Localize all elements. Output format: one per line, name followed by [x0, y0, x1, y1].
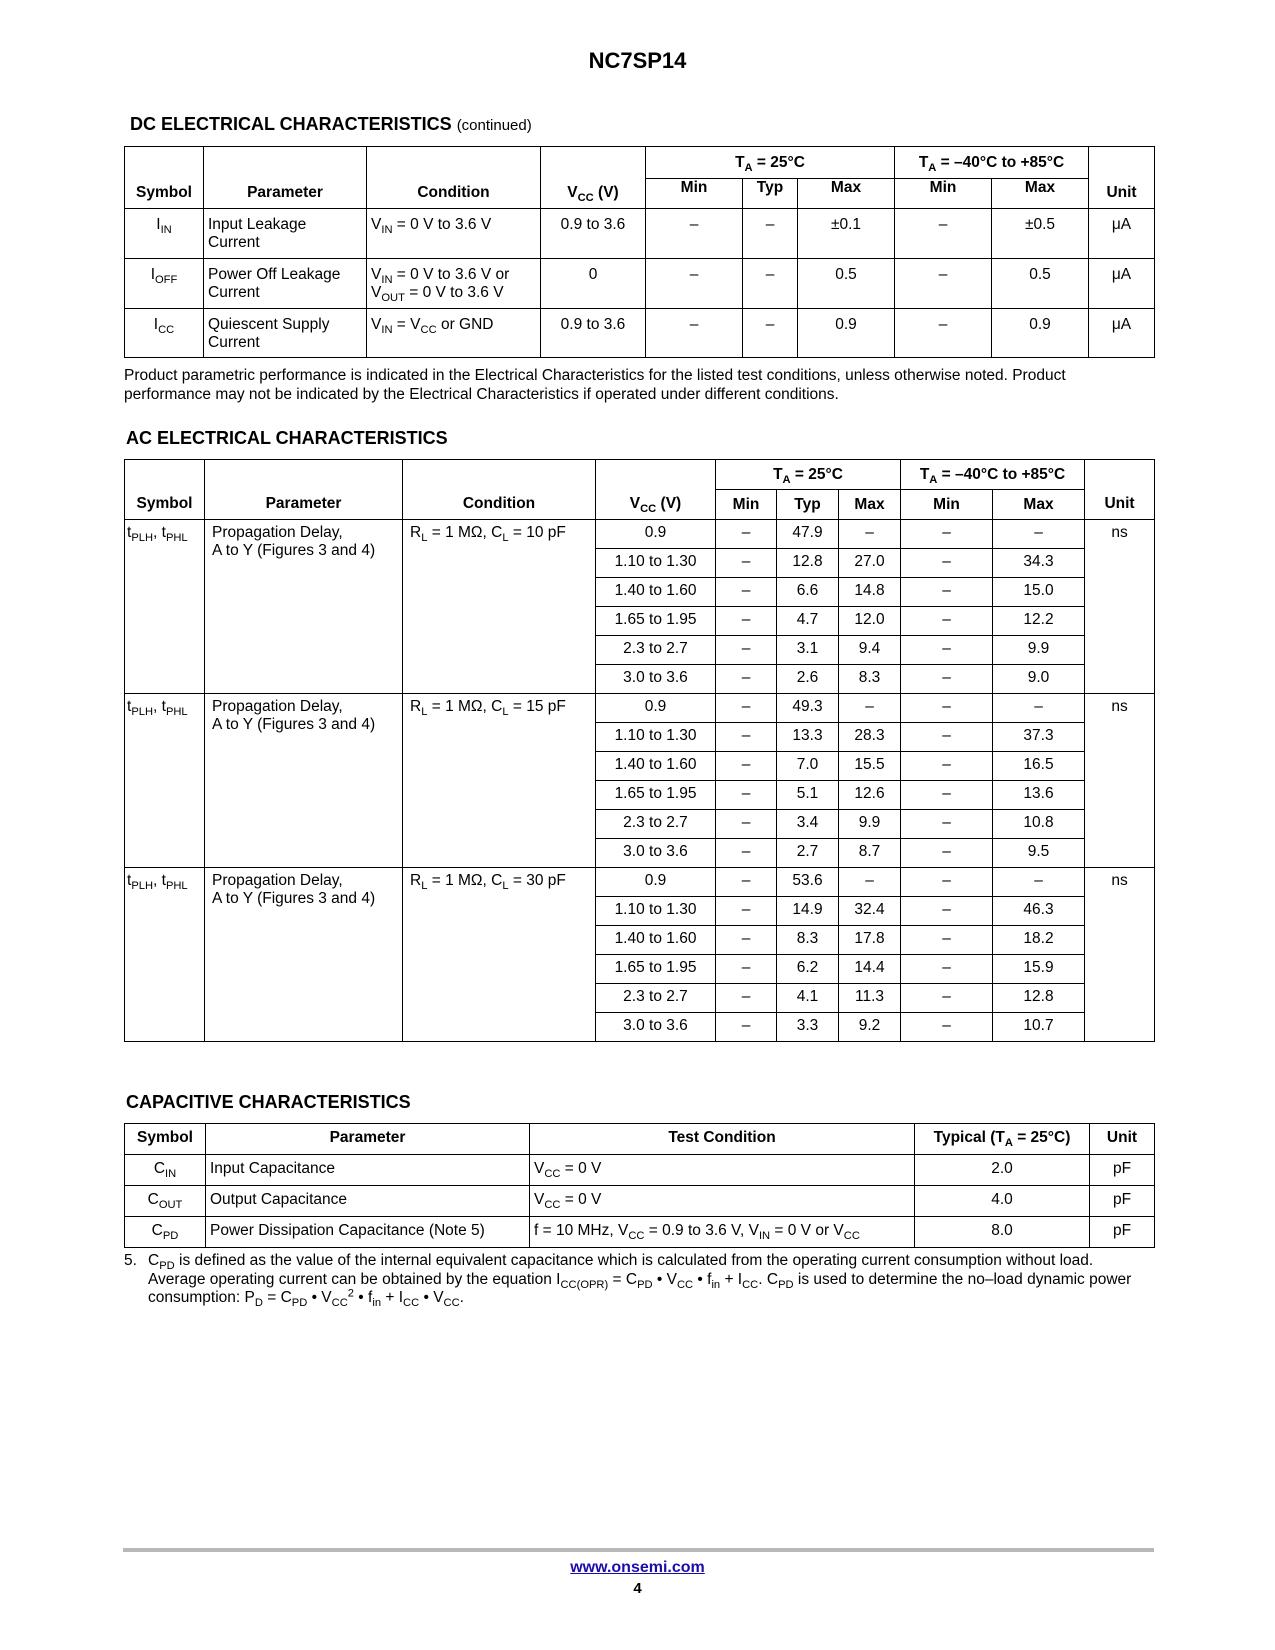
dc-header-symbol: Symbol — [125, 147, 204, 209]
vcc: 1.65 to 1.95 — [596, 607, 716, 636]
max2: 0.5 — [992, 259, 1089, 309]
vcc: 0 — [541, 259, 646, 309]
vcc: 3.0 to 3.6 — [596, 1013, 716, 1042]
dc-header-min: Min — [646, 179, 743, 209]
condition: $R_L = 1$ MΩ, $C_L = 15$ pF — [403, 694, 596, 868]
max2: 46.3 — [993, 897, 1085, 926]
dc-title-suffix: (continued) — [456, 117, 532, 134]
unit: pF — [1090, 1155, 1155, 1186]
unit: ns — [1085, 520, 1155, 694]
vcc: 1.10 to 1.30 — [596, 897, 716, 926]
min: – — [716, 752, 777, 781]
symbol: $I_{CC}$ — [125, 309, 204, 358]
onsemi-link[interactable]: www.onsemi.com — [570, 1559, 705, 1576]
ac-row — [125, 868, 1155, 897]
vcc: 1.65 to 1.95 — [596, 955, 716, 984]
typ: 4.1 — [777, 984, 839, 1013]
typ: – — [743, 209, 798, 259]
min2: – — [895, 209, 992, 259]
typ: 13.3 — [777, 723, 839, 752]
symbol: $t_{PLH}$, $t_{PHL}$ — [125, 868, 205, 1042]
symbol: $t_{PLH}$, $t_{PHL}$ — [125, 694, 205, 868]
dc-header-condition: Condition — [367, 147, 541, 209]
vcc: 2.3 to 2.7 — [596, 810, 716, 839]
cap-row-cin — [125, 1155, 1155, 1186]
unit: μA — [1089, 259, 1155, 309]
condition: $V_{IN} = 0$ V to 3.6 V or $V_{OUT} = 0$ V to 3.6 V — [367, 259, 541, 309]
condition: $R_L = 1$ MΩ, $C_L = 30$ pF — [403, 868, 596, 1042]
dc-header-min2: Min — [895, 179, 992, 209]
cap-header-test-condition: Test Condition — [530, 1124, 915, 1155]
max2: 34.3 — [993, 549, 1085, 578]
min2: – — [901, 781, 993, 810]
max: – — [839, 868, 901, 897]
min2: – — [901, 665, 993, 694]
max: 9.4 — [839, 636, 901, 665]
min2: – — [901, 897, 993, 926]
min: – — [716, 578, 777, 607]
min: – — [646, 209, 743, 259]
min2: – — [895, 259, 992, 309]
dc-row-ioff — [125, 259, 1155, 309]
vcc: 2.3 to 2.7 — [596, 636, 716, 665]
vcc: 2.3 to 2.7 — [596, 984, 716, 1013]
cap-header-unit: Unit — [1090, 1124, 1155, 1155]
parameter: Propagation Delay, A to Y (Figures 3 and 4) — [205, 694, 403, 868]
condition: $V_{IN} = V_{CC}$ or GND — [367, 309, 541, 358]
min: – — [716, 607, 777, 636]
max: 0.5 — [798, 259, 895, 309]
max2: 13.6 — [993, 781, 1085, 810]
cap-section-title: CAPACITIVE CHARACTERISTICS — [126, 1092, 411, 1112]
max2: 9.9 — [993, 636, 1085, 665]
ac-header-min2: Min — [901, 490, 993, 520]
cap-header-typical: Typical $(T_A = 25^\circ C)$ — [915, 1124, 1090, 1155]
max2: 15.0 — [993, 578, 1085, 607]
dc-header-parameter: Parameter — [204, 147, 367, 209]
vcc: 1.40 to 1.60 — [596, 752, 716, 781]
symbol: $I_{OFF}$ — [125, 259, 204, 309]
typ: 49.3 — [777, 694, 839, 723]
min2: – — [901, 955, 993, 984]
footnote-5: 5. $C_{PD}$ is defined as the value of the internal equivalent capacitance which is calculated from the operating current consumption without load. Average operating current can be obtained by the equation $I_{CC(OPR)} = C_{PD}$ • $V_{CC}$ • $f_{in} + I_{CC}$. $C_{PD}$ is used to determine the no–load dynamic power consumption: $P_D = C_{PD}$ • $V_{CC}^2$ • $f_{in} + I_{CC}$ • $V_{CC}$. — [124, 1252, 1132, 1309]
max2: – — [993, 520, 1085, 549]
dc-section-title — [130, 114, 532, 135]
vcc: 1.40 to 1.60 — [596, 926, 716, 955]
ac-header-typ: Typ — [777, 490, 839, 520]
max2: 37.3 — [993, 723, 1085, 752]
max: 9.2 — [839, 1013, 901, 1042]
ac-header-parameter: Parameter — [205, 460, 403, 520]
parameter: Propagation Delay, A to Y (Figures 3 and 4) — [205, 520, 403, 694]
dc-header-ta25: $T_A = 25^\circ C$ — [646, 147, 895, 179]
unit: μA — [1089, 309, 1155, 358]
cap-row-cpd — [125, 1217, 1155, 1248]
typ: 53.6 — [777, 868, 839, 897]
page-number: 4 — [633, 1580, 642, 1597]
min: – — [716, 984, 777, 1013]
condition: $V_{CC} = 0$ V — [530, 1186, 915, 1217]
max2: 12.2 — [993, 607, 1085, 636]
min: – — [716, 868, 777, 897]
max2: 15.9 — [993, 955, 1085, 984]
vcc: 3.0 to 3.6 — [596, 839, 716, 868]
ac-row — [125, 694, 1155, 723]
ac-header-condition: Condition — [403, 460, 596, 520]
min2: – — [901, 723, 993, 752]
min2: – — [901, 607, 993, 636]
typ: – — [743, 259, 798, 309]
cap-row-cout — [125, 1186, 1155, 1217]
parameter: Power Off Leakage Current — [204, 259, 367, 309]
page-title: NC7SP14 — [588, 48, 687, 73]
max: 14.8 — [839, 578, 901, 607]
max2: 9.0 — [993, 665, 1085, 694]
typical: 8.0 — [915, 1217, 1090, 1248]
parameter: Input Capacitance — [206, 1155, 530, 1186]
ac-header-ta25: $T_A = 25^\circ C$ — [716, 460, 901, 490]
typ: 6.2 — [777, 955, 839, 984]
unit: pF — [1090, 1217, 1155, 1248]
capacitive-characteristics-table — [124, 1123, 1155, 1248]
min2: – — [901, 752, 993, 781]
min2: – — [901, 868, 993, 897]
max: 0.9 — [798, 309, 895, 358]
typical: 4.0 — [915, 1186, 1090, 1217]
typ: – — [743, 309, 798, 358]
typ: 4.7 — [777, 607, 839, 636]
ac-header-max: Max — [839, 490, 901, 520]
vcc: 0.9 — [596, 694, 716, 723]
max: 11.3 — [839, 984, 901, 1013]
dc-header-typ: Typ — [743, 179, 798, 209]
max: 32.4 — [839, 897, 901, 926]
dc-title-text: DC ELECTRICAL CHARACTERISTICS — [130, 114, 452, 134]
min2: – — [901, 694, 993, 723]
max: 28.3 — [839, 723, 901, 752]
ac-header-min: Min — [716, 490, 777, 520]
min: – — [716, 520, 777, 549]
symbol: $C_{OUT}$ — [125, 1186, 206, 1217]
max2: 18.2 — [993, 926, 1085, 955]
min: – — [716, 723, 777, 752]
parameter: Input Leakage Current — [204, 209, 367, 259]
min2: – — [901, 636, 993, 665]
vcc: 1.10 to 1.30 — [596, 723, 716, 752]
dc-characteristics-table — [124, 146, 1155, 358]
max2: 0.9 — [992, 309, 1089, 358]
min2: – — [895, 309, 992, 358]
typ: 14.9 — [777, 897, 839, 926]
max: 8.3 — [839, 665, 901, 694]
unit: ns — [1085, 694, 1155, 868]
max: 15.5 — [839, 752, 901, 781]
symbol: $I_{IN}$ — [125, 209, 204, 259]
dc-note: Product parametric performance is indicated in the Electrical Characteristics for the listed test conditions, unless otherwise noted. Product performance may not be indicated by the Electrical Characteristics if operated under different conditions. — [124, 367, 1066, 403]
ac-header-vcc: $V_{CC}$ (V) — [596, 460, 716, 520]
min2: – — [901, 549, 993, 578]
dc-header-vcc: $V_{CC}$ (V) — [541, 147, 646, 209]
typ: 3.1 — [777, 636, 839, 665]
max: 8.7 — [839, 839, 901, 868]
typ: 6.6 — [777, 578, 839, 607]
min: – — [716, 897, 777, 926]
symbol: $C_{IN}$ — [125, 1155, 206, 1186]
ac-header-symbol: Symbol — [125, 460, 205, 520]
min: – — [716, 955, 777, 984]
min2: – — [901, 578, 993, 607]
typ: 5.1 — [777, 781, 839, 810]
max2: 10.8 — [993, 810, 1085, 839]
max2: – — [993, 868, 1085, 897]
typical: 2.0 — [915, 1155, 1090, 1186]
ac-characteristics-table — [124, 459, 1155, 1042]
ac-header-max2: Max — [993, 490, 1085, 520]
condition: $V_{CC} = 0$ V — [530, 1155, 915, 1186]
symbol: $C_{PD}$ — [125, 1217, 206, 1248]
max: – — [839, 694, 901, 723]
ac-row — [125, 520, 1155, 549]
condition: $R_L = 1$ MΩ, $C_L = 10$ pF — [403, 520, 596, 694]
ac-header-tarange: $T_A = -40^\circ C$ to +85°C — [901, 460, 1085, 490]
min: – — [646, 259, 743, 309]
min: – — [716, 839, 777, 868]
vcc: 1.10 to 1.30 — [596, 549, 716, 578]
min2: – — [901, 1013, 993, 1042]
max2: ±0.5 — [992, 209, 1089, 259]
footer-divider — [123, 1548, 1154, 1552]
max: 12.0 — [839, 607, 901, 636]
dc-row-iin — [125, 209, 1155, 259]
vcc: 0.9 — [596, 868, 716, 897]
min2: – — [901, 839, 993, 868]
min: – — [716, 781, 777, 810]
max: 27.0 — [839, 549, 901, 578]
max: ±0.1 — [798, 209, 895, 259]
footer-url — [0, 1559, 1275, 1577]
cap-header-symbol: Symbol — [125, 1124, 206, 1155]
parameter: Quiescent Supply Current — [204, 309, 367, 358]
ac-section-title: AC ELECTRICAL CHARACTERISTICS — [126, 428, 448, 448]
min: – — [716, 810, 777, 839]
cap-header-parameter: Parameter — [206, 1124, 530, 1155]
dc-header-max: Max — [798, 179, 895, 209]
parameter: Propagation Delay, A to Y (Figures 3 and 4) — [205, 868, 403, 1042]
max2: 16.5 — [993, 752, 1085, 781]
vcc: 3.0 to 3.6 — [596, 665, 716, 694]
min: – — [716, 636, 777, 665]
min2: – — [901, 810, 993, 839]
max2: – — [993, 694, 1085, 723]
max: 17.8 — [839, 926, 901, 955]
min: – — [716, 549, 777, 578]
typ: 3.4 — [777, 810, 839, 839]
parameter: Power Dissipation Capacitance (Note 5) — [206, 1217, 530, 1248]
unit: pF — [1090, 1186, 1155, 1217]
max: 12.6 — [839, 781, 901, 810]
parameter: Output Capacitance — [206, 1186, 530, 1217]
min: – — [716, 1013, 777, 1042]
max: – — [839, 520, 901, 549]
min: – — [716, 926, 777, 955]
vcc: 0.9 to 3.6 — [541, 309, 646, 358]
max2: 9.5 — [993, 839, 1085, 868]
condition: f = 10 MHz, $V_{CC} = 0.9$ to 3.6 V, $V_{IN} = 0$ V or $V_{CC}$ — [530, 1217, 915, 1248]
max2: 10.7 — [993, 1013, 1085, 1042]
typ: 7.0 — [777, 752, 839, 781]
symbol: $t_{PLH}$, $t_{PHL}$ — [125, 520, 205, 694]
typ: 3.3 — [777, 1013, 839, 1042]
min2: – — [901, 984, 993, 1013]
typ: 12.8 — [777, 549, 839, 578]
max2: 12.8 — [993, 984, 1085, 1013]
ac-table-body — [125, 520, 1155, 1042]
min: – — [716, 665, 777, 694]
ac-header-unit: Unit — [1085, 460, 1155, 520]
typ: 2.6 — [777, 665, 839, 694]
max: 9.9 — [839, 810, 901, 839]
min: – — [716, 694, 777, 723]
dc-header-max2: Max — [992, 179, 1089, 209]
unit: ns — [1085, 868, 1155, 1042]
typ: 8.3 — [777, 926, 839, 955]
dc-header-unit: Unit — [1089, 147, 1155, 209]
vcc: 1.65 to 1.95 — [596, 781, 716, 810]
min2: – — [901, 520, 993, 549]
dc-header-tarange: $T_A = -40^\circ C$ to +85°C — [895, 147, 1089, 179]
max: 14.4 — [839, 955, 901, 984]
vcc: 0.9 to 3.6 — [541, 209, 646, 259]
unit: μA — [1089, 209, 1155, 259]
min: – — [646, 309, 743, 358]
dc-row-icc — [125, 309, 1155, 358]
typ: 47.9 — [777, 520, 839, 549]
condition: $V_{IN} = 0$ V to 3.6 V — [367, 209, 541, 259]
typ: 2.7 — [777, 839, 839, 868]
vcc: 1.40 to 1.60 — [596, 578, 716, 607]
vcc: 0.9 — [596, 520, 716, 549]
min2: – — [901, 926, 993, 955]
